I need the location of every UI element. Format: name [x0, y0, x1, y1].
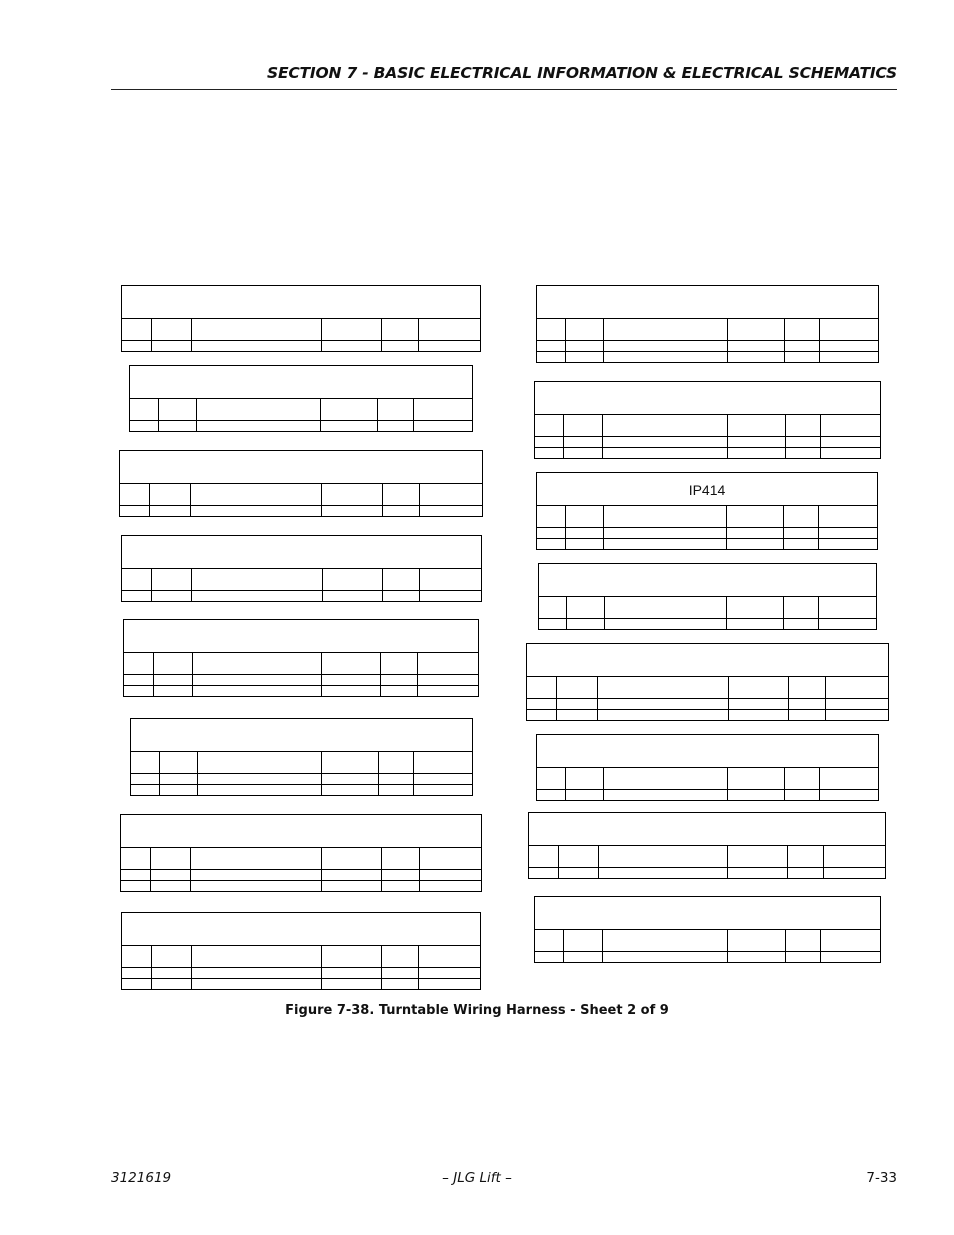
header-row-line: [120, 483, 482, 484]
data-row-line: [535, 436, 880, 437]
connector-title: [130, 366, 472, 399]
column-divider: [819, 318, 820, 362]
connector-title: [120, 451, 482, 484]
data-row-line: [537, 538, 877, 539]
header-row-line: [122, 318, 480, 319]
header-row-line: [122, 945, 480, 946]
connector-table: [538, 563, 877, 630]
data-row-line: [122, 978, 480, 979]
connector-title: [122, 913, 480, 946]
column-divider: [727, 414, 728, 458]
column-divider: [413, 751, 414, 795]
column-divider: [565, 505, 566, 549]
connector-table: [121, 535, 482, 602]
data-row-line: [537, 527, 877, 528]
column-divider: [784, 318, 785, 362]
column-divider: [381, 945, 382, 989]
column-divider: [380, 652, 381, 696]
column-divider: [727, 318, 728, 362]
connector-table: [534, 381, 881, 459]
connector-table: [129, 365, 473, 432]
column-divider: [321, 945, 322, 989]
column-divider: [785, 414, 786, 458]
column-divider: [419, 847, 420, 891]
column-divider: [603, 505, 604, 549]
column-divider: [825, 676, 826, 720]
connector-table: [121, 912, 481, 990]
column-divider: [151, 318, 152, 351]
column-divider: [150, 847, 151, 891]
column-divider: [728, 676, 729, 720]
column-divider: [598, 845, 599, 878]
doc-number: 3121619: [111, 1170, 172, 1186]
connector-table: [526, 643, 889, 721]
column-divider: [382, 568, 383, 601]
column-divider: [378, 751, 379, 795]
data-row-line: [535, 447, 880, 448]
connector-table: [536, 285, 879, 363]
column-divider: [818, 505, 819, 549]
column-divider: [158, 398, 159, 431]
connector-table: [534, 896, 881, 963]
column-divider: [823, 845, 824, 878]
page-number: 7-33: [866, 1170, 897, 1186]
column-divider: [417, 652, 418, 696]
data-row-line: [120, 505, 482, 506]
data-row-line: [122, 590, 481, 591]
column-divider: [321, 751, 322, 795]
column-divider: [381, 318, 382, 351]
connector-title: [121, 815, 481, 848]
column-divider: [321, 847, 322, 891]
header-row-line: [121, 847, 481, 848]
connector-table: [123, 619, 479, 697]
connector-table: [120, 814, 482, 892]
header-row-line: [124, 652, 478, 653]
data-row-line: [527, 709, 888, 710]
connector-table: [536, 734, 879, 801]
connector-title: [131, 719, 472, 752]
header-row-line: [539, 596, 876, 597]
column-divider: [382, 483, 383, 516]
column-divider: [191, 945, 192, 989]
data-row-line: [124, 685, 478, 686]
data-row-line: [537, 789, 878, 790]
column-divider: [820, 414, 821, 458]
header-row-line: [131, 751, 472, 752]
header-row-line: [527, 676, 888, 677]
connector-title: IP414: [688, 481, 726, 498]
column-divider: [566, 596, 567, 629]
data-row-line: [131, 784, 472, 785]
column-divider: [784, 767, 785, 800]
data-row-line: [527, 698, 888, 699]
column-divider: [151, 945, 152, 989]
column-divider: [196, 398, 197, 431]
column-divider: [149, 483, 150, 516]
column-divider: [321, 652, 322, 696]
column-divider: [788, 676, 789, 720]
publisher-label: – JLG Lift –: [442, 1170, 512, 1186]
connector-table: [130, 718, 473, 796]
column-divider: [820, 929, 821, 962]
column-divider: [377, 398, 378, 431]
column-divider: [556, 676, 557, 720]
data-row-line: [537, 340, 878, 341]
connector-table: [528, 812, 886, 879]
connector-title: [535, 897, 880, 930]
data-row-line: [130, 420, 472, 421]
data-row-line: [122, 967, 480, 968]
connector-title: [527, 644, 888, 677]
data-row-line: [535, 951, 880, 952]
column-divider: [419, 568, 420, 601]
data-row-line: [122, 340, 480, 341]
header-row-line: [535, 929, 880, 930]
column-divider: [727, 845, 728, 878]
header-row-line: [122, 568, 481, 569]
column-divider: [565, 318, 566, 362]
header-row-line: [130, 398, 472, 399]
connector-table: [119, 450, 483, 517]
figure-caption: Figure 7-38. Turntable Wiring Harness - Sheet 2 of 9: [285, 1003, 669, 1018]
connector-table: [536, 472, 878, 550]
section-title: SECTION 7 - BASIC ELECTRICAL INFORMATION & ELECTRICAL SCHEMATICS: [267, 64, 897, 82]
connector-table: [121, 285, 481, 352]
column-divider: [321, 483, 322, 516]
column-divider: [783, 505, 784, 549]
column-divider: [602, 929, 603, 962]
column-divider: [727, 929, 728, 962]
column-divider: [321, 318, 322, 351]
connector-title: [537, 735, 878, 768]
connector-title: [122, 286, 480, 319]
column-divider: [322, 568, 323, 601]
column-divider: [602, 414, 603, 458]
column-divider: [727, 767, 728, 800]
column-divider: [191, 318, 192, 351]
column-divider: [565, 767, 566, 800]
data-row-line: [529, 867, 885, 868]
data-row-line: [121, 880, 481, 881]
column-divider: [726, 596, 727, 629]
connector-title: [124, 620, 478, 653]
column-divider: [418, 945, 419, 989]
column-divider: [604, 596, 605, 629]
column-divider: [413, 398, 414, 431]
column-divider: [783, 596, 784, 629]
connector-title: [537, 286, 878, 319]
column-divider: [603, 767, 604, 800]
column-divider: [603, 318, 604, 362]
column-divider: [818, 596, 819, 629]
column-divider: [151, 568, 152, 601]
column-divider: [785, 929, 786, 962]
connector-title: [539, 564, 876, 597]
column-divider: [159, 751, 160, 795]
column-divider: [597, 676, 598, 720]
column-divider: [419, 483, 420, 516]
data-row-line: [121, 869, 481, 870]
column-divider: [563, 929, 564, 962]
column-divider: [381, 847, 382, 891]
data-row-line: [131, 773, 472, 774]
column-divider: [563, 414, 564, 458]
column-divider: [191, 568, 192, 601]
header-row-line: [537, 318, 878, 319]
connector-title: [535, 382, 880, 415]
column-divider: [558, 845, 559, 878]
column-divider: [190, 483, 191, 516]
header-row-line: [535, 414, 880, 415]
data-row-line: [124, 674, 478, 675]
column-divider: [192, 652, 193, 696]
column-divider: [190, 847, 191, 891]
header-row-line: [537, 505, 877, 506]
connector-title: [529, 813, 885, 846]
data-row-line: [539, 618, 876, 619]
data-row-line: [537, 351, 878, 352]
connector-title: [122, 536, 481, 569]
header-rule: [111, 89, 897, 90]
column-divider: [726, 505, 727, 549]
column-divider: [819, 767, 820, 800]
column-divider: [197, 751, 198, 795]
column-divider: [153, 652, 154, 696]
column-divider: [320, 398, 321, 431]
column-divider: [418, 318, 419, 351]
column-divider: [787, 845, 788, 878]
header-row-line: [537, 767, 878, 768]
header-row-line: [529, 845, 885, 846]
